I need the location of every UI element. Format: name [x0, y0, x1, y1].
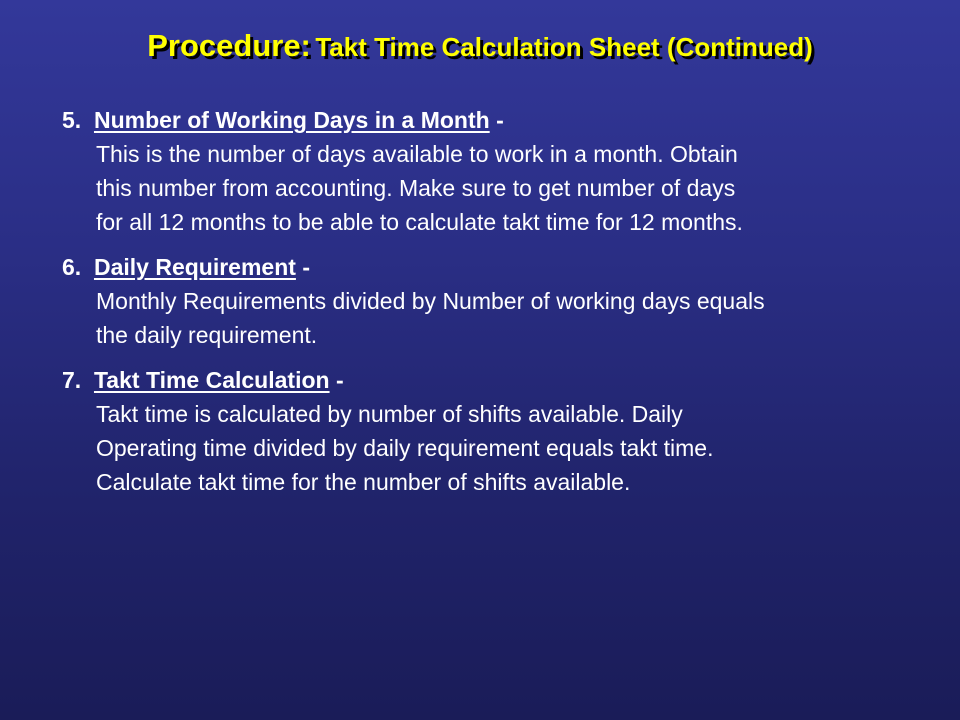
description-line: Calculate takt time for the number of shifts available.	[96, 469, 631, 495]
description-line: Takt time is calculated by number of shifts available. Daily	[96, 401, 683, 427]
description-line: this number from accounting. Make sure to get number of days	[96, 175, 736, 201]
item-dash: -	[335, 367, 344, 393]
item-number: 6.	[62, 254, 82, 280]
item-number: 7.	[62, 367, 82, 393]
description-line: the daily requirement.	[96, 322, 318, 348]
item-number: 5.	[62, 107, 82, 133]
description-line: This is the number of days available to work in a month. Obtain	[96, 141, 738, 167]
procedure-list	[62, 104, 952, 511]
item-description	[62, 284, 952, 352]
item-description	[62, 397, 952, 499]
item-dash: -	[496, 107, 504, 133]
item-description	[62, 137, 952, 239]
title-sub: Takt Time Calculation Sheet (Continued)	[315, 32, 813, 62]
item-heading	[62, 251, 952, 284]
procedure-item-5	[62, 104, 952, 239]
item-dash: -	[302, 254, 310, 280]
item-label: Daily Requirement	[93, 254, 296, 280]
item-heading	[62, 364, 952, 397]
item-label: Number of Working Days in a Month	[93, 107, 490, 133]
item-label: Takt Time Calculation	[93, 367, 330, 393]
description-line: Operating time divided by daily requirement equals takt time.	[96, 435, 714, 461]
procedure-item-6	[62, 251, 952, 352]
procedure-item-7	[62, 364, 952, 499]
title-main: Procedure:	[147, 28, 311, 63]
description-line: for all 12 months to be able to calculate takt time for 12 months.	[96, 209, 743, 235]
item-heading	[62, 104, 952, 137]
slide-title	[0, 28, 960, 64]
description-line: Monthly Requirements divided by Number of working days equals	[96, 288, 765, 314]
